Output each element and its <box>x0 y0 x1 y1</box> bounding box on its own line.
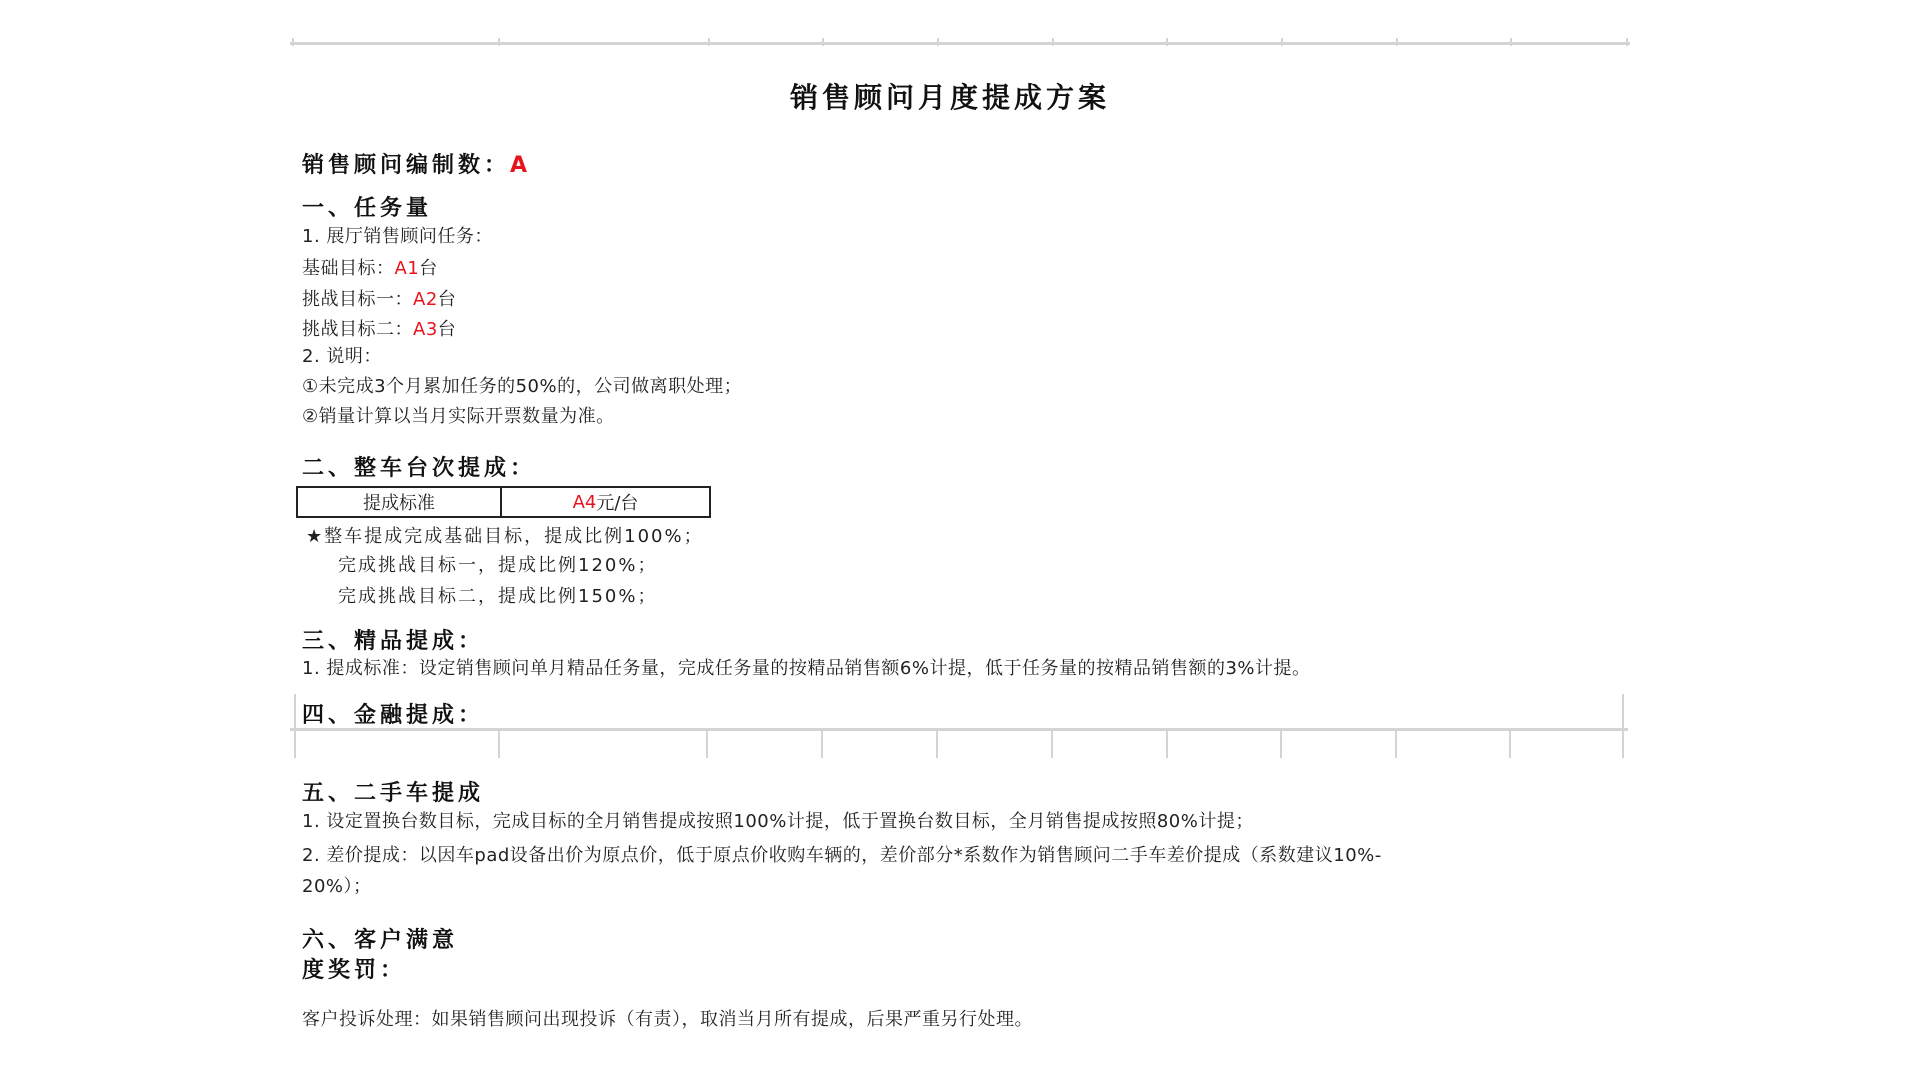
section5-item1: 1. 设定置换台数目标，完成目标的全月销售提成按照100%计提，低于置换台数目标，全月销售提成按照80%计提； <box>302 811 1254 832</box>
gridline-tick <box>1052 38 1054 46</box>
gridline-right-edge <box>1622 694 1624 758</box>
target-unit: 台 <box>419 258 438 279</box>
section1-item1: 1. 展厅销售顾问任务： <box>302 226 493 247</box>
section4-heading: 四、金融提成： <box>302 703 485 728</box>
gridline-tick <box>1626 38 1628 46</box>
target-value: A3 <box>413 319 438 340</box>
headcount-value: A <box>510 153 532 178</box>
headcount-line <box>302 148 531 179</box>
section6-item1: 客户投诉处理：如果销售顾问出现投诉（有责），取消当月所有提成，后果严重另行处理。 <box>302 1009 1033 1030</box>
target-challenge-1 <box>302 285 456 311</box>
section5-item2-line2: 20%）； <box>302 876 372 897</box>
section4-gridline <box>290 728 1628 731</box>
target-challenge-2 <box>302 315 456 341</box>
gridline-tick <box>1166 38 1168 46</box>
gridline-tick <box>292 38 294 46</box>
page-title: 销售顾问月度提成方案 <box>790 81 1111 114</box>
target-label: 挑战目标一： <box>302 289 413 310</box>
gridline-cell <box>936 730 938 758</box>
gridline-tick <box>1396 38 1398 46</box>
gridline-tick <box>498 38 500 46</box>
target-label: 挑战目标二： <box>302 319 413 340</box>
section1-note-1: ①未完成3个月累加任务的50%的，公司做离职处理； <box>302 376 743 397</box>
gridline-tick <box>822 38 824 46</box>
gridline-cell <box>1280 730 1282 758</box>
section5-item2-line1: 2. 差价提成：以因车pad设备出价为原点价，低于原点价收购车辆的，差价部分*系数作为销售顾问二手车差价提成（系数建议10%- <box>302 845 1382 866</box>
gridline-cell <box>498 730 500 758</box>
commission-amount: A4 <box>572 491 597 513</box>
commission-unit: 元/台 <box>596 493 639 514</box>
section1-item2: 2. 说明： <box>302 346 382 367</box>
section6-heading-line2: 度奖罚： <box>302 958 407 983</box>
section3-heading: 三、精品提成： <box>302 629 485 654</box>
commission-standard-label: 提成标准 <box>363 493 435 514</box>
gridline-cell <box>1509 730 1511 758</box>
gridline-cell <box>706 730 708 758</box>
gridline-tick <box>708 38 710 46</box>
gridline-tick <box>937 38 939 46</box>
gridline-cell <box>1166 730 1168 758</box>
section1-heading: 一、任务量 <box>302 196 433 221</box>
gridline-tick <box>1510 38 1512 46</box>
commission-standard-value <box>500 488 709 516</box>
gridline-left-edge <box>294 694 296 758</box>
target-value: A1 <box>394 258 420 279</box>
target-value: A2 <box>413 289 438 310</box>
gridline-cell <box>1051 730 1053 758</box>
section2-heading: 二、整车台次提成： <box>302 456 537 481</box>
gridline-cell <box>1395 730 1397 758</box>
headcount-label: 销售顾问编制数： <box>302 153 511 178</box>
target-label: 基础目标： <box>302 258 395 279</box>
target-unit: 台 <box>437 319 457 340</box>
section1-note-2: ②销量计算以当月实际开票数量为准。 <box>302 406 615 427</box>
section6-heading-line1: 六、客户满意 <box>302 928 459 953</box>
commission-standard-table <box>296 486 711 518</box>
section2-note-3: 完成挑战目标二，提成比例150%； <box>338 586 658 607</box>
section2-note-2: 完成挑战目标一，提成比例120%； <box>338 555 658 576</box>
top-gridline <box>290 42 1630 45</box>
target-unit: 台 <box>437 289 457 310</box>
gridline-cell <box>821 730 823 758</box>
section2-note-1: ★整车提成完成基础目标，提成比例100%； <box>306 526 704 547</box>
target-basic <box>302 254 438 280</box>
section3-item1: 1. 提成标准：设定销售顾问单月精品任务量，完成任务量的按精品销售额6%计提，低于任务量的按精品销售额的3%计提。 <box>302 658 1311 679</box>
gridline-tick <box>1281 38 1283 46</box>
section5-heading: 五、二手车提成 <box>302 781 485 806</box>
